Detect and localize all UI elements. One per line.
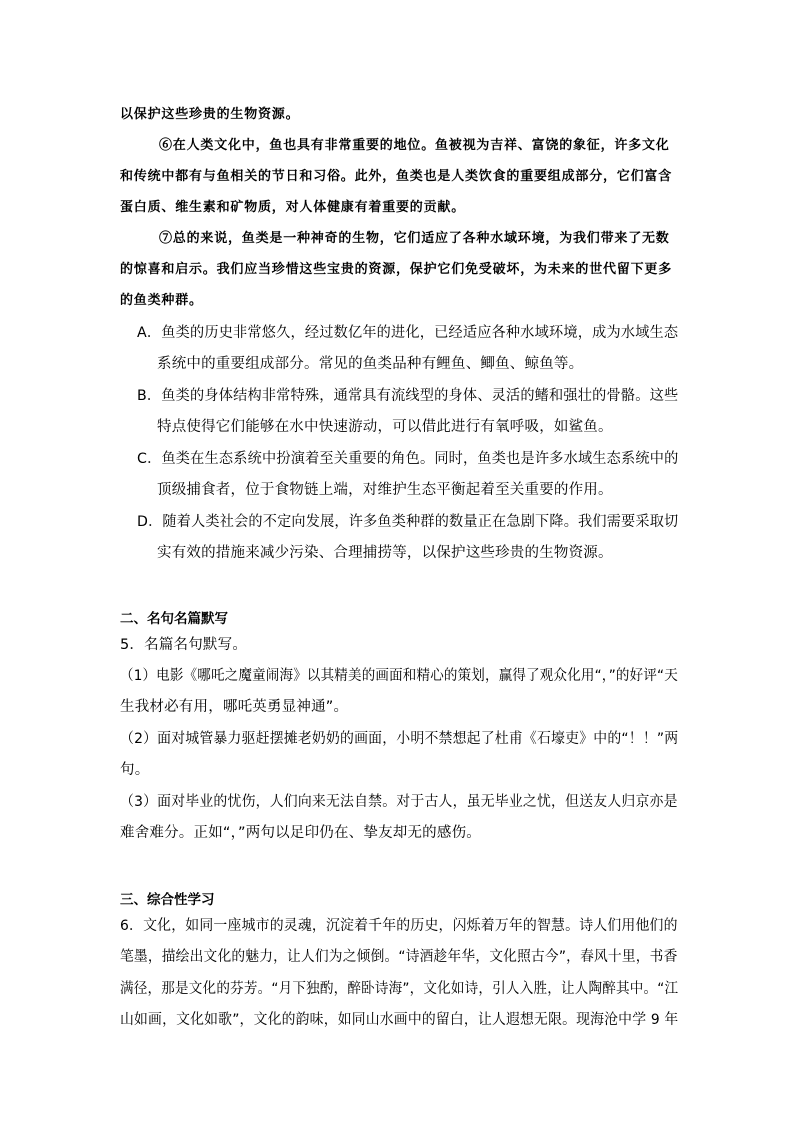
question-5: 5．名篇名句默写。 <box>120 637 248 653</box>
question-line: 满径，那是文化的芬芳。“月下独酌，醉卧诗海”，文化如诗，引人入胜，让人陶醉其中。“江 <box>120 981 679 997</box>
question-6: 6．文化，如同一座城市的灵魂，沉淀着千年的历史，闪烁着万年的智慧。诗人们用他们的 <box>120 918 678 934</box>
passage-line: 的惊喜和启示。我们应当珍惜这些宝贵的资源，保护它们免受破坏，为未来的世代留下更多 <box>120 262 673 277</box>
option-c-cont: 顶级捕食者，位于食物链上端，对维护生态平衡起着至关重要的作用。 <box>157 482 613 498</box>
option-b-cont: 特点使得它们能够在水中快速游动，可以借此进行有氧呼吸，如鲨鱼。 <box>157 419 613 435</box>
option-d: D．随着人类社会的不定向发展，许多鱼类种群的数量正在急剧下降。我们需要采取切 <box>137 514 679 530</box>
question-line: 生我材必有用，哪吒英勇显神通”。 <box>120 699 349 715</box>
passage-line: ⑦总的来说，鱼类是一种神奇的生物，它们适应了各种水域环境，为我们带来了无数 <box>159 231 670 246</box>
option-c: C．鱼类在生态系统中扮演着至关重要的角色。同时，鱼类也是许多水域生态系统中的 <box>137 451 679 467</box>
option-a-cont: 系统中的重要组成部分。常见的鱼类品种有鲤鱼、鲫鱼、鲸鱼等。 <box>157 356 584 372</box>
question-line: 笔墨，描绘出文化的魅力，让人们为之倾倒。“诗酒趁年华，文化照古今”，春风十里，书香 <box>120 949 678 965</box>
passage-line: 蛋白质、维生素和矿物质，对人体健康有着重要的贡献。 <box>120 200 466 215</box>
option-d-cont: 实有效的措施来减少污染、合理捕捞等，以保护这些珍贵的生物资源。 <box>157 545 613 561</box>
passage-line: ⑥在人类文化中，鱼也具有非常重要的地位。鱼被视为吉祥、富饶的象征，许多文化 <box>159 138 670 153</box>
option-a: A．鱼类的历史非常悠久，经过数亿年的进化，已经适应各种水域环境，成为水域生态 <box>137 325 679 341</box>
question-line: （2）面对城管暴力驱赶摆摊老奶奶的画面，小明不禁想起了杜甫《石壕吏》中的“！！”两 <box>120 731 679 747</box>
section-heading: 三、综合性学习 <box>120 892 215 908</box>
question-line: （3）面对毕业的忧伤，人们向来无法自禁。对于古人，虽无毕业之忧，但送友人归京亦是 <box>120 794 678 810</box>
question-line: 句。 <box>120 762 150 778</box>
question-line: （1）电影《哪吒之魔童闹海》以其精美的画面和精心的策划，赢得了观众化用“，”的好评“天 <box>120 668 678 684</box>
passage-line: 的鱼类种群。 <box>120 293 203 308</box>
section-heading: 二、名句名篇默写 <box>120 611 228 627</box>
question-line: 山如画，文化如歌”，文化的韵味，如同山水画中的留白，让人遐想无限。现海沧中学 9 年 <box>120 1012 679 1028</box>
passage-line: 以保护这些珍贵的生物资源。 <box>120 107 300 122</box>
question-line: 难舍难分。正如“，”两句以足印仍在、挚友却无的感伤。 <box>120 825 481 841</box>
option-b: B．鱼类的身体结构非常特殊，通常具有流线型的身体、灵活的鳍和强壮的骨骼。这些 <box>137 388 679 404</box>
passage-line: 和传统中都有与鱼相关的节日和习俗。此外，鱼类也是人类饮食的重要组成部分，它们富含 <box>120 169 673 184</box>
